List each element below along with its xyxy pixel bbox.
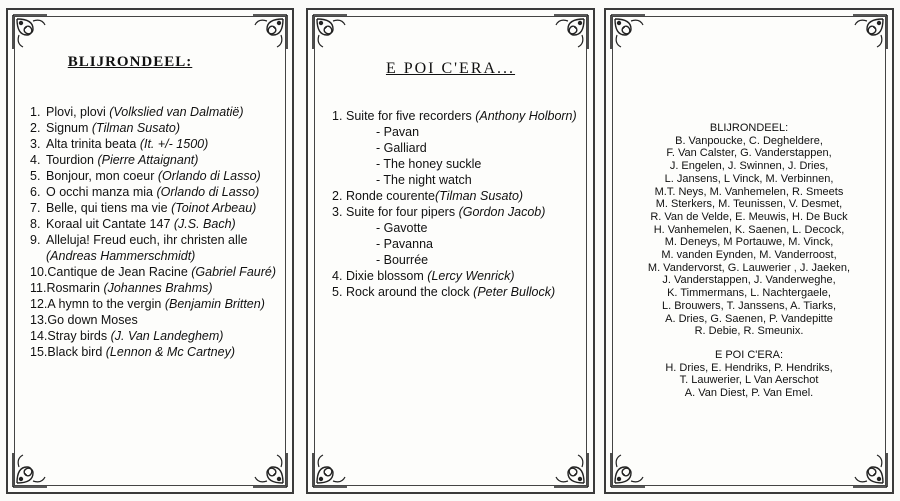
item-composer: (It. +/- 1500) <box>139 137 209 151</box>
item-composer: (Peter Bullock) <box>473 285 556 299</box>
sub-list <box>332 124 577 188</box>
list-item <box>30 136 292 152</box>
credit-line: H. Dries, E. Hendriks, P. Hendriks, <box>665 361 833 374</box>
credit-line: R. Van de Velde, E. Meuwis, H. De Buck <box>650 210 848 223</box>
item-title: Stray birds <box>47 329 108 343</box>
credit-line: R. Debie, R. Smeunix. <box>694 325 804 338</box>
credit-line: K. Timmermans, L. Nachtergaele, <box>667 287 831 300</box>
item-title: A hymn to the vergin <box>47 297 162 311</box>
item-number: 2. <box>30 121 41 135</box>
corner-ornament-icon <box>609 13 647 51</box>
sub-item: - Gavotte <box>376 221 428 235</box>
list-item <box>30 168 292 184</box>
item-number: 5. <box>30 169 41 183</box>
corner-ornament-icon <box>11 13 49 51</box>
corner-ornament-icon <box>251 13 289 51</box>
item-title: Belle, qui tiens ma vie <box>46 201 168 215</box>
item-number: 11. <box>30 281 47 295</box>
credit-line: F. Van Calster, G. Vanderstappen, <box>666 147 832 160</box>
item-number: 5. <box>332 285 343 299</box>
credit-line: H. Vanhemelen, K. Saenen, L. Decock, <box>653 223 845 236</box>
list-item <box>332 188 577 204</box>
list-item <box>332 108 577 124</box>
performer-credits <box>618 122 880 400</box>
list-item <box>30 280 292 296</box>
corner-ornament-icon <box>552 451 590 489</box>
list-item <box>30 120 292 136</box>
credit-line: J. Engelen, J. Swinnen, J. Dries, <box>669 160 829 173</box>
item-composer: (Toinot Arbeau) <box>171 201 257 215</box>
credit-line: M. Deneys, M Portauwe, M. Vinck, <box>664 236 834 249</box>
sub-item: - Galliard <box>376 141 427 155</box>
item-number: 1. <box>30 105 41 119</box>
item-composer: (Lercy Wenrick) <box>427 269 515 283</box>
item-number: 13. <box>30 313 48 327</box>
list-item <box>30 184 292 200</box>
section-heading: BLIJRONDEEL: <box>709 122 789 134</box>
song-list <box>30 104 292 360</box>
item-composer: (Volkslied van Dalmatië) <box>109 105 244 119</box>
list-item <box>30 296 292 312</box>
list-item <box>30 344 292 360</box>
list-item <box>332 284 577 300</box>
corner-ornament-icon <box>609 451 647 489</box>
credit-line: M. vanden Eynden, M. Vanderroost, <box>661 249 837 262</box>
credit-line: M. Vandervorst, G. Lauwerier , J. Jaeken, <box>647 261 851 274</box>
item-title: Dixie blossom <box>346 269 424 283</box>
item-title: Bonjour, mon coeur <box>46 169 155 183</box>
sub-item: - The honey suckle <box>376 157 482 171</box>
list-item <box>30 312 292 328</box>
item-number: 6. <box>30 185 41 199</box>
item-number: 4. <box>332 269 343 283</box>
list-item <box>30 264 292 280</box>
item-number: 3. <box>30 137 41 151</box>
sub-item: - Pavan <box>376 125 420 139</box>
item-title: Plovi, plovi <box>46 105 106 119</box>
item-title: Rosmarin <box>46 281 100 295</box>
list-item <box>30 104 292 120</box>
item-composer: (Johannes Brahms) <box>103 281 213 295</box>
corner-ornament-icon <box>251 451 289 489</box>
sub-item: - Pavanna <box>376 237 433 251</box>
item-number: 8. <box>30 217 41 231</box>
list-item <box>30 328 292 344</box>
piece-list <box>332 108 577 300</box>
panel-performers <box>604 8 894 494</box>
item-composer: (Tilman Susato) <box>434 189 524 203</box>
panel-e-poi-cera <box>306 8 595 494</box>
credit-line: J. Vanderstappen, J. Vanderweghe, <box>662 274 836 287</box>
list-item <box>332 268 577 284</box>
credit-line: L. Jansens, L Vinck, M. Verbinnen, <box>664 172 834 185</box>
credit-line: A. Van Diest, P. Van Emel. <box>684 387 814 400</box>
item-title: Go down Moses <box>47 313 138 327</box>
item-number: 14. <box>30 329 48 343</box>
corner-ornament-icon <box>311 451 349 489</box>
list-item <box>30 232 292 264</box>
item-composer: (Tilman Susato) <box>91 121 180 135</box>
item-composer: (Benjamin Britten) <box>164 297 265 311</box>
sub-list <box>332 220 577 268</box>
item-number: 12. <box>30 297 48 311</box>
corner-ornament-icon <box>11 451 49 489</box>
item-title: Suite for five recorders <box>346 109 472 123</box>
corner-ornament-icon <box>552 13 590 51</box>
item-title: Alleluja! Freud euch, ihr christen alle <box>46 233 248 247</box>
list-item <box>30 200 292 216</box>
credit-line: M. Sterkers, M. Teunissen, V. Desmet, <box>655 198 843 211</box>
item-number: 2. <box>332 189 343 203</box>
item-composer: (Anthony Holborn) <box>475 109 577 123</box>
sub-item: - Bourrée <box>376 253 429 267</box>
item-composer: (Orlando di Lasso) <box>156 185 260 199</box>
corner-ornament-icon <box>851 13 889 51</box>
corner-ornament-icon <box>311 13 349 51</box>
item-title: Signum <box>46 121 89 135</box>
item-number: 10. <box>30 265 48 279</box>
item-composer: (Gabriel Fauré) <box>191 265 276 279</box>
list-item <box>30 152 292 168</box>
item-number: 15. <box>30 345 48 359</box>
item-composer: (Orlando di Lasso) <box>157 169 261 183</box>
list-item <box>332 204 577 220</box>
item-composer: (Andreas Hammerschmidt) <box>46 249 196 263</box>
item-composer: (Gordon Jacob) <box>458 205 546 219</box>
credit-line: M.T. Neys, M. Vanhemelen, R. Smeets <box>654 185 844 198</box>
panel-title: E POI C'ERA... <box>385 60 516 77</box>
item-composer: (Pierre Attaignant) <box>97 153 199 167</box>
item-title: O occhi manza mia <box>46 185 153 199</box>
list-item <box>30 216 292 232</box>
item-composer: (Lennon & Mc Cartney) <box>105 345 235 359</box>
item-number: 3. <box>332 205 343 219</box>
credit-line: T. Lauwerier, L Van Aerschot <box>679 374 819 387</box>
sub-item: - The night watch <box>376 173 472 187</box>
item-title: Ronde courente <box>346 189 435 203</box>
item-number: 4. <box>30 153 41 167</box>
item-title: Cantique de Jean Racine <box>47 265 188 279</box>
item-number: 9. <box>30 233 41 247</box>
credit-line: B. Vanpoucke, C. Degheldere, <box>675 134 823 147</box>
credit-line: A. Dries, G. Saenen, P. Vandepitte <box>665 312 833 325</box>
panel-title: BLIJRONDEEL: <box>67 54 193 70</box>
credit-line: L. Brouwers, T. Janssens, A. Tiarks, <box>661 299 837 312</box>
corner-ornament-icon <box>851 451 889 489</box>
item-title: Tourdion <box>46 153 94 167</box>
item-number: 1. <box>332 109 343 123</box>
item-number: 7. <box>30 201 41 215</box>
item-title: Alta trinita beata <box>46 137 137 151</box>
item-title: Rock around the clock <box>346 285 470 299</box>
panel-blijrondeel <box>6 8 294 494</box>
item-title: Koraal uit Cantate 147 <box>46 217 171 231</box>
item-title: Black bird <box>47 345 103 359</box>
item-composer: (J.S. Bach) <box>173 217 236 231</box>
section-heading: E POI C'ERA: <box>714 348 784 361</box>
item-composer: (J. Van Landeghem) <box>110 329 224 343</box>
item-title: Suite for four pipers <box>346 205 456 219</box>
section-gap <box>618 338 880 349</box>
